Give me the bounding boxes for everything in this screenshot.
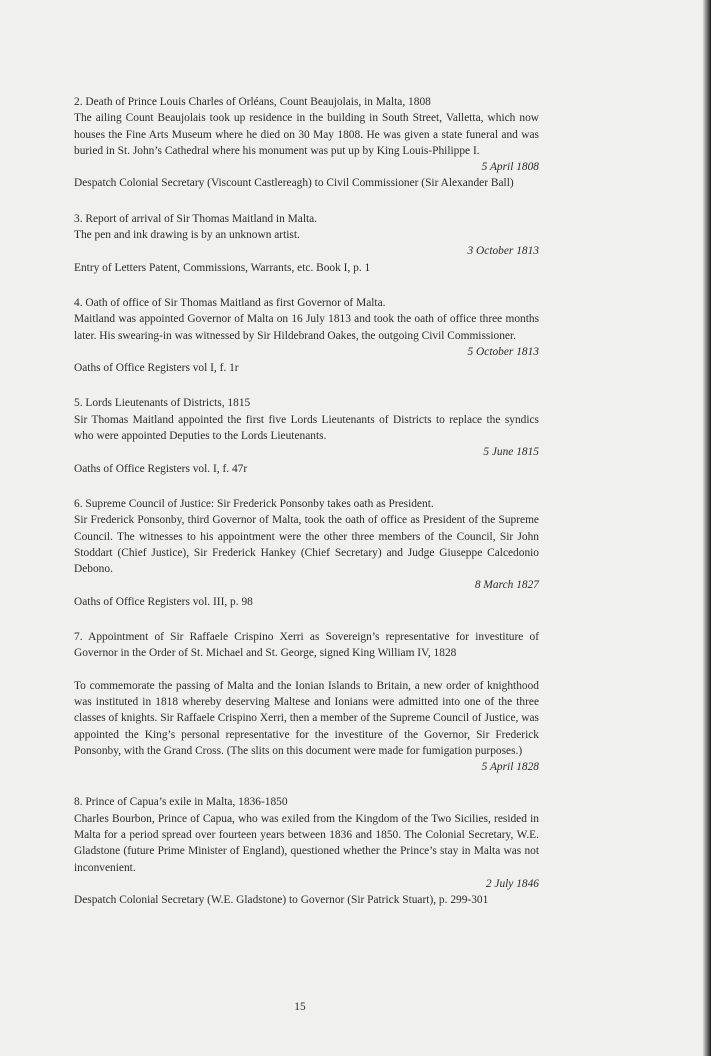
- entry-description: The pen and ink drawing is by an unknown artist.: [74, 229, 300, 242]
- catalogue-entry-5: [74, 395, 539, 476]
- entry-heading: 7. Appointment of Sir Raffaele Crispino Xerri as Sovereign’s representative for investiture of Governor in the Order of St. Michael and St. George, signed King William IV, 1828: [74, 631, 539, 660]
- page-edge-shadow: [703, 0, 711, 1056]
- entry-source: Entry of Letters Patent, Commissions, Warrants, etc. Book I, p. 1: [74, 261, 371, 274]
- entry-heading: 8. Prince of Capua’s exile in Malta, 1836-1850: [74, 796, 288, 809]
- entry-source: Oaths of Office Registers vol I, f. 1r: [74, 362, 239, 375]
- catalogue-entry-6: [74, 496, 539, 610]
- entry-description: The ailing Count Beaujolais took up residence in the building in South Street, Valletta, which now houses the Fine Arts Museum where he died on 30 May 1808. He was given a state funeral and was buried in St. John’s Cathedral where his monument was put up by King Louis-Philippe I.: [74, 112, 539, 157]
- entry-heading: 5. Lords Lieutenants of Districts, 1815: [74, 397, 251, 410]
- page-number: 15: [294, 1001, 306, 1013]
- page-content: [74, 94, 539, 927]
- entry-description: Sir Thomas Maitland appointed the first five Lords Lieutenants of Districts to replace the syndics who were appointed Deputies to the Lords Lieutenants.: [74, 413, 539, 443]
- catalogue-entry-8: [74, 794, 539, 908]
- entry-date: 2 July 1846: [485, 877, 539, 890]
- entry-source: Despatch Colonial Secretary (W.E. Gladstone) to Governor (Sir Patrick Stuart), p. 299-301: [74, 894, 489, 907]
- paragraph-gap: [74, 662, 539, 678]
- entry-description: Sir Frederick Ponsonby, third Governor of Malta, took the oath of office as President of the Supreme Council. The witnesses to his appointment were the other three members of the Council, Sir John Stoddart (Chief Justice), Sir Frederick Hankey (Chief Secretary) and Judge Giuseppe Calcedonio Debono.: [74, 514, 539, 576]
- entry-heading: 3. Report of arrival of Sir Thomas Maitland in Malta.: [74, 212, 318, 225]
- entry-heading: 6. Supreme Council of Justice: Sir Frederick Ponsonby takes oath as President.: [74, 497, 434, 510]
- entry-date: 5 April 1808: [481, 161, 539, 174]
- catalogue-entry-7: [74, 629, 539, 775]
- catalogue-entry-2: [74, 94, 539, 192]
- catalogue-entry-4: [74, 295, 539, 376]
- entry-source: Despatch Colonial Secretary (Viscount Castlereagh) to Civil Commissioner (Sir Alexander Ball): [74, 177, 514, 190]
- entry-source: Oaths of Office Registers vol. III, p. 98: [74, 595, 253, 608]
- entry-description: Maitland was appointed Governor of Malta on 16 July 1813 and took the oath of office three months later. His swearing-in was witnessed by Sir Hildebrand Oakes, the outgoing Civil Commissioner.: [74, 313, 539, 342]
- catalogue-entry-3: [74, 211, 539, 276]
- entry-source: Oaths of Office Registers vol. I, f. 47r: [74, 462, 248, 475]
- entry-date: 5 October 1813: [467, 345, 539, 358]
- entry-date: 5 April 1828: [481, 761, 539, 774]
- entry-heading: 2. Death of Prince Louis Charles of Orléans, Count Beaujolais, in Malta, 1808: [74, 96, 431, 108]
- entry-description: Charles Bourbon, Prince of Capua, who was exiled from the Kingdom of the Two Sicilies, resided in Malta for a period spread over fourteen years between 1836 and 1850. The Colonial Secretary, W.E. Gladstone (future Prime Minister of England), questioned whether the Prince’s stay in Malta was not inconvenient.: [74, 812, 539, 874]
- entry-date: 5 June 1815: [483, 446, 539, 459]
- entry-date: 3 October 1813: [467, 245, 539, 258]
- entry-description: To commemorate the passing of Malta and the Ionian Islands to Britain, a new order of knighthood was instituted in 1818 whereby deserving Maltese and Ionians were admitted into one of the three classes of knights. Sir Raffaele Crispino Xerri, then a member of the Supreme Council of Justice, was appointed the King’s personal representative for the investiture of the Governor, Sir Frederick Ponsonby, with the Grand Cross. (The slits on this document were made for fumigation purposes.): [74, 679, 539, 757]
- entry-date: 8 March 1827: [474, 579, 539, 592]
- entry-heading: 4. Oath of office of Sir Thomas Maitland as first Governor of Malta.: [74, 296, 386, 309]
